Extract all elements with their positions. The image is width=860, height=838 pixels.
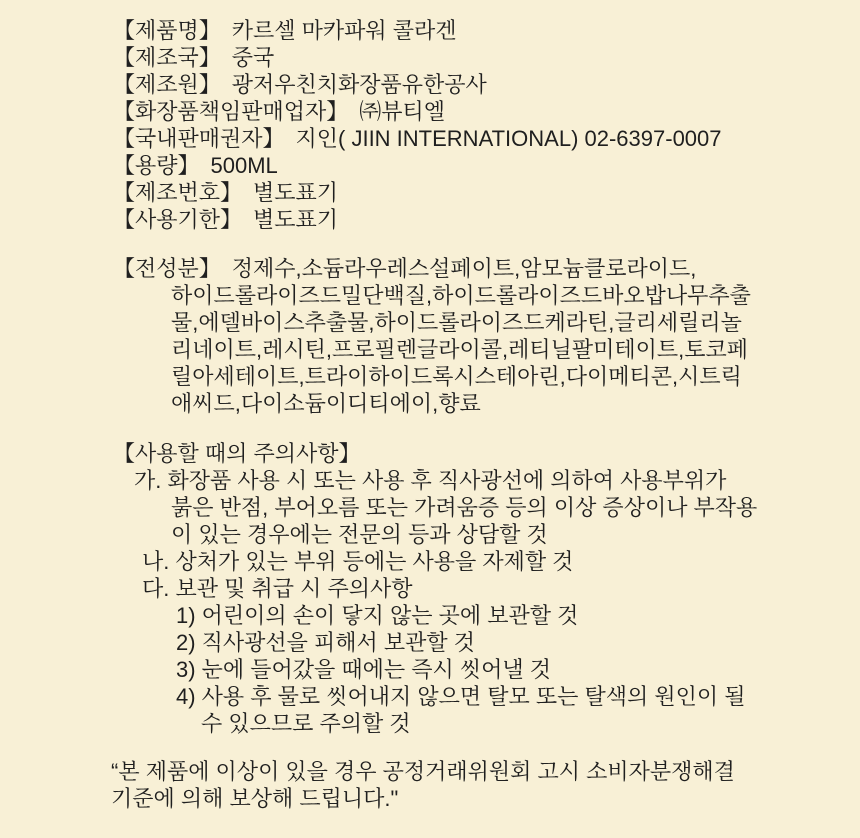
precautions-section [113,440,820,737]
field-label: 【제품명】 [113,18,221,43]
field-value: 별도표기 [253,207,339,232]
precaution-wrap-line: 이 있는 경우에는 전문의 등과 상담할 것 [171,522,548,547]
ingredients-first-line [113,255,820,282]
info-line-lot-number [113,179,820,206]
precautions-title: 【사용할 때의 주의사항】 [113,441,361,466]
field-value: 지인( JIIN INTERNATIONAL) 02-6397-0007 [295,126,722,151]
field-value: 카르셀 마카파워 콜라겐 [231,18,457,43]
precaution-sub-item-4: 4) 사용 후 물로 씻어내지 않으면 탈모 또는 탈색의 원인이 될 [176,684,746,709]
info-line-responsible-seller [113,98,820,125]
field-label: 【제조번호】 [113,180,243,205]
precaution-sub-item-1: 1) 어린이의 손이 닿지 않는 곳에 보관할 것 [176,603,579,628]
ingredients-section [113,255,820,417]
precaution-item-na: 나. 상처가 있는 부위 등에는 사용을 자제할 것 [142,549,574,574]
info-line-manufacturer [113,71,820,98]
notice-line: 기준에 의해 보상해 드립니다." [111,786,399,811]
ingredients-wrap-line: 애씨드,다이소듐이디티에이,향료 [171,391,481,416]
field-value: ㈜뷰티엘 [359,99,446,124]
field-value: 정제수,소듐라우레스설페이트,암모늄클로라이드, [231,256,697,281]
ingredients-wrap-line: 물,에델바이스추출물,하이드롤라이즈드케라틴,글리세릴리놀 [171,310,742,335]
precaution-sub-item-2: 2) 직사광선을 피해서 보관할 것 [176,630,476,655]
precaution-sub-item-3: 3) 눈에 들어갔을 때에는 즉시 씻어낼 것 [176,657,552,682]
field-value: 별도표기 [253,180,339,205]
field-label: 【제조원】 [113,72,221,97]
info-line-product-name [113,17,820,44]
ingredients-wrap-line: 하이드롤라이즈드밀단백질,하이드롤라이즈드바오밥나무추출 [171,283,751,308]
precaution-sub-item-4-wrap: 수 있으므로 주의할 것 [201,711,411,736]
field-value: 광저우친치화장품유한공사 [231,72,487,97]
field-value: 중국 [231,45,275,70]
info-line-domestic-distributor [113,125,820,152]
consumer-notice-section [111,758,820,812]
ingredients-wrap-line: 릴아세테이트,트라이하이드록시스테아린,다이메티콘,시트릭 [171,364,742,389]
notice-line: “본 제품에 이상이 있을 경우 공정거래위원회 고시 소비자분쟁해결 [111,759,735,784]
product-info-section [113,17,820,233]
field-value: 500ML [210,153,278,178]
field-label: 【제조국】 [113,45,221,70]
field-label: 【용량】 [113,153,200,178]
precaution-item-ga: 가. 화장품 사용 시 또는 사용 후 직사광선에 의하여 사용부위가 [134,468,727,493]
precaution-item-da: 다. 보관 및 취급 시 주의사항 [142,576,413,601]
field-label: 【사용기한】 [113,207,243,232]
info-line-expiry [113,206,820,233]
precaution-wrap-line: 붉은 반점, 부어오름 또는 가려움증 등의 이상 증상이나 부작용 [171,495,758,520]
info-line-volume [113,152,820,179]
field-label: 【전성분】 [113,256,221,281]
info-line-country [113,44,820,71]
ingredients-wrap-line: 리네이트,레시틴,프로필렌글라이콜,레티닐팔미테이트,토코페 [171,337,749,362]
field-label: 【국내판매권자】 [113,126,285,151]
field-label: 【화장품책임판매업자】 [113,99,349,124]
